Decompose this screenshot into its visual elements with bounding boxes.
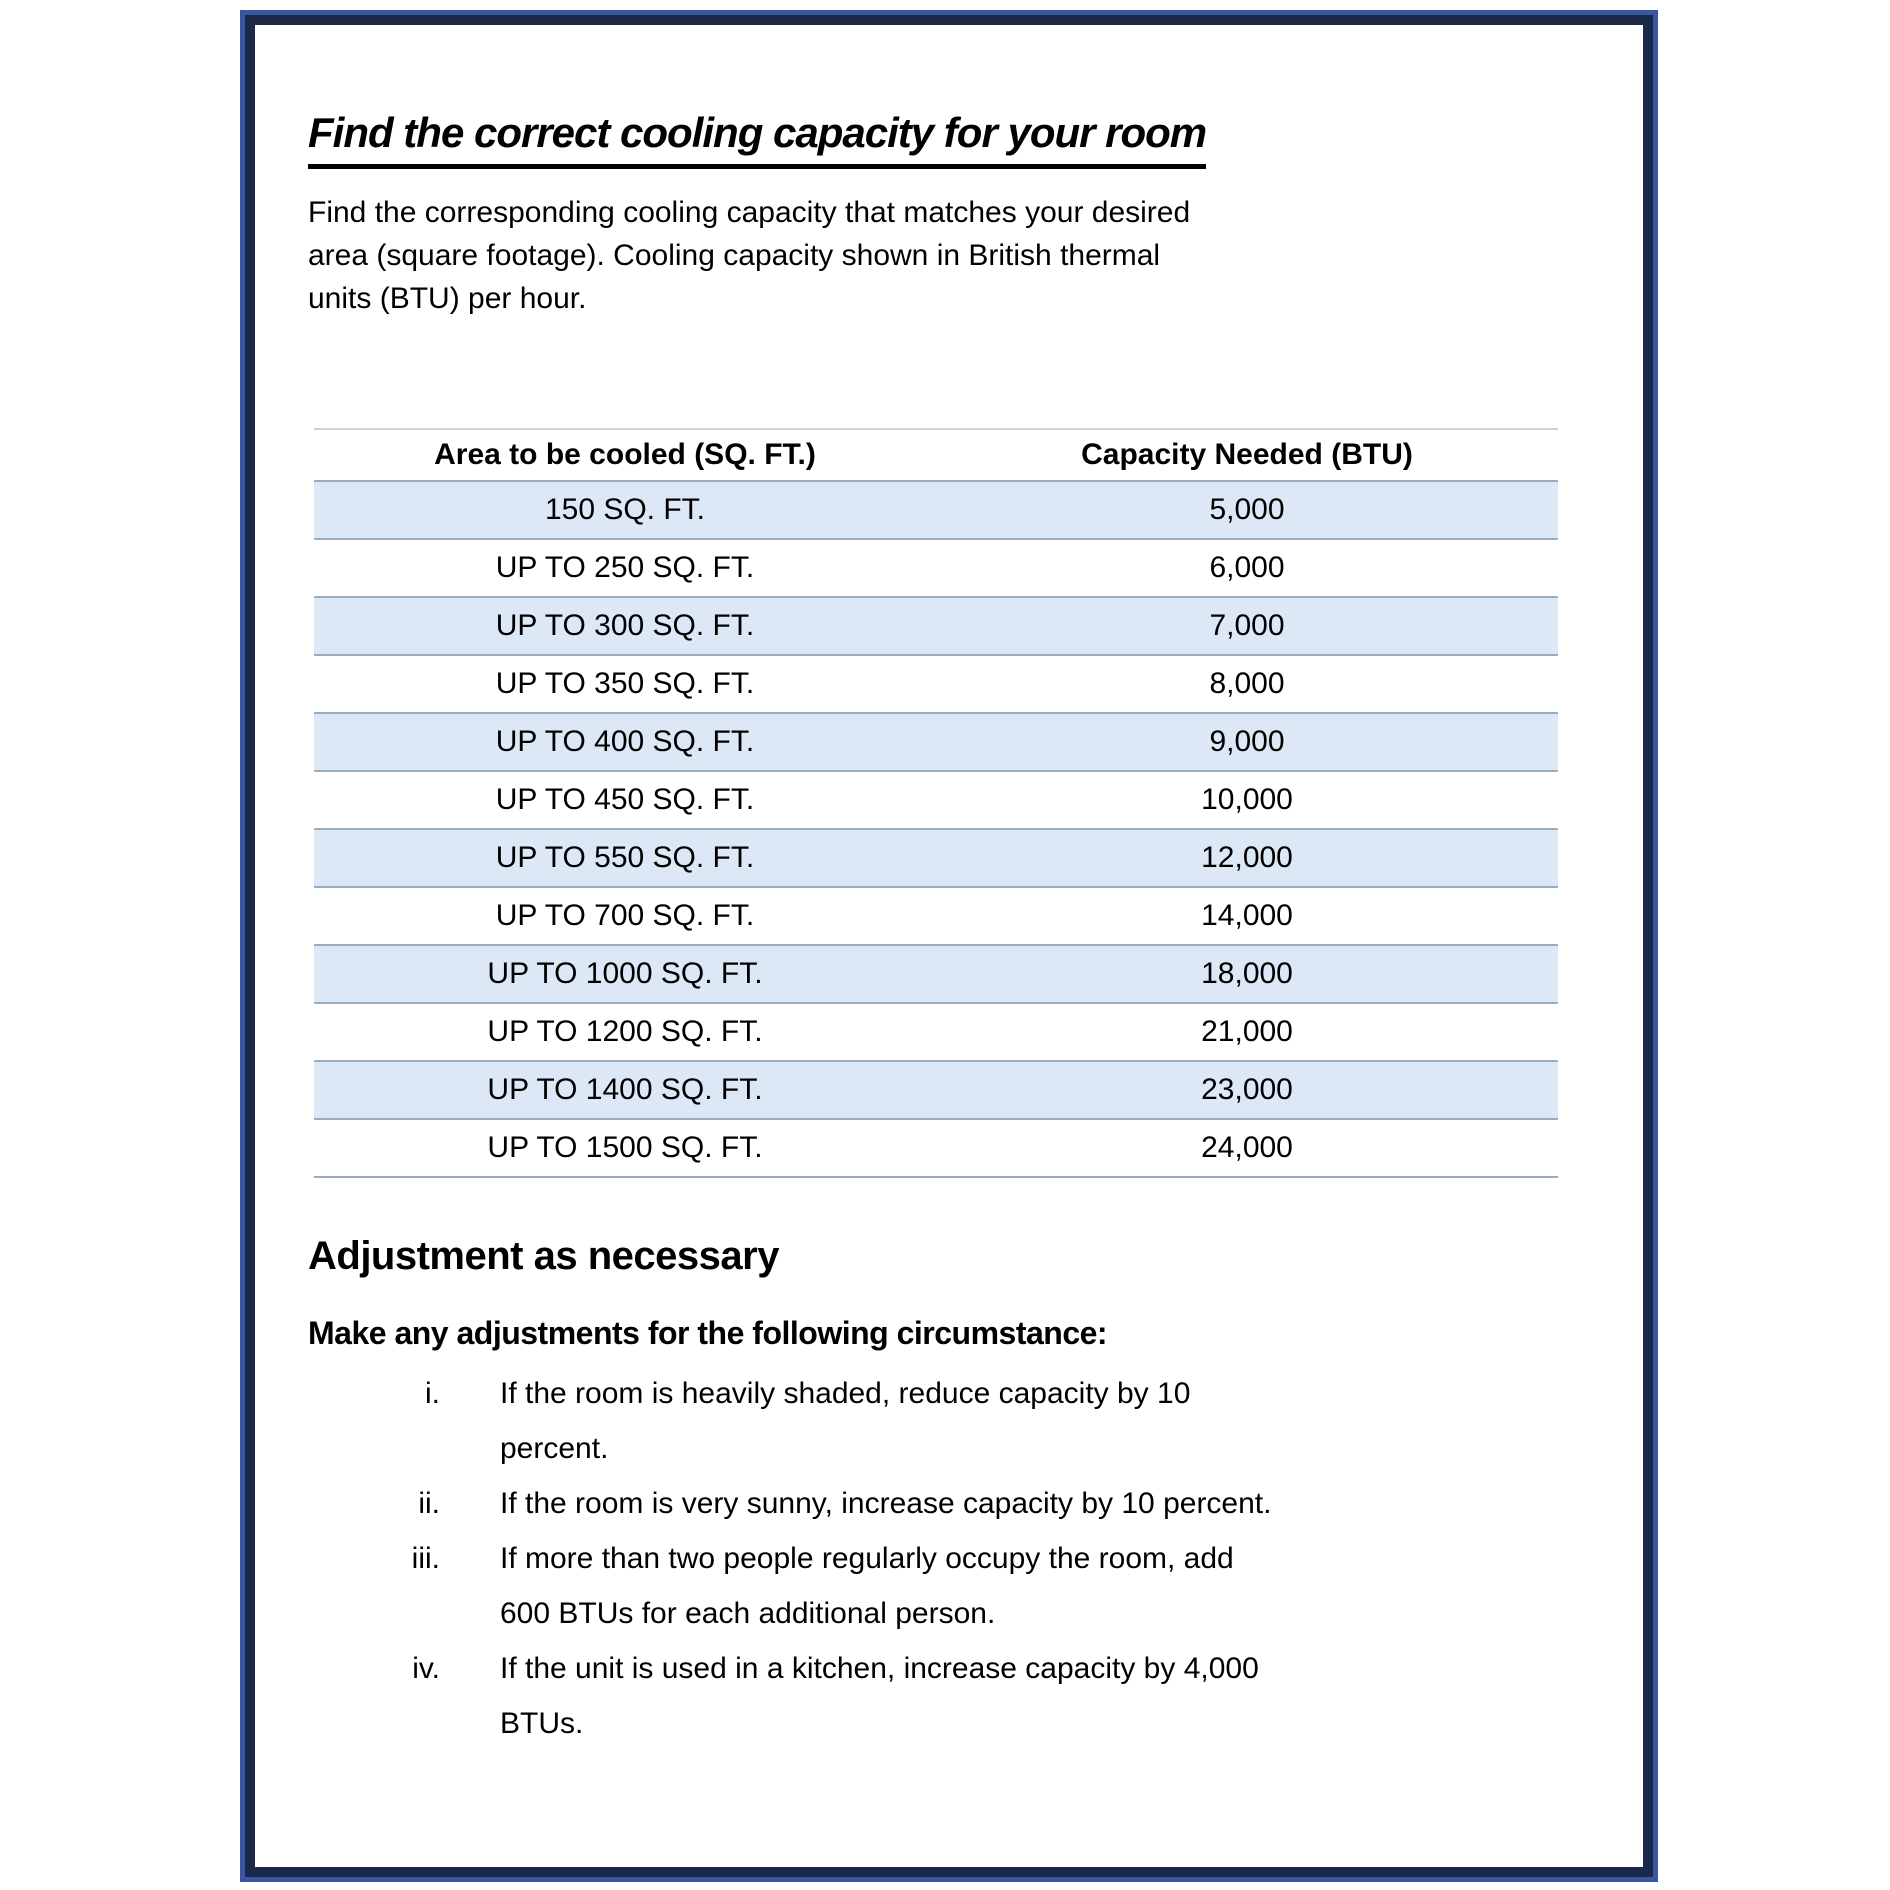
- capacity-column-header: Capacity Needed (BTU): [1081, 438, 1413, 471]
- list-numeral: i.: [425, 1377, 440, 1410]
- list-item: [300, 1531, 1593, 1641]
- area-column-header: Area to be cooled (SQ. FT.): [434, 438, 816, 471]
- table-row: [314, 598, 1558, 656]
- capacity-cell: 9,000: [1209, 725, 1285, 758]
- intro-line: area (square footage). Cooling capacity shown in British thermal: [308, 239, 1161, 272]
- list-line: percent.: [500, 1432, 609, 1465]
- list-item: [300, 1641, 1593, 1751]
- capacity-cell: 21,000: [1201, 1015, 1293, 1048]
- area-cell: UP TO 300 SQ. FT.: [495, 609, 755, 642]
- intro-paragraph: [308, 191, 1593, 320]
- list-line: 600 BTUs for each additional person.: [500, 1597, 996, 1630]
- area-cell: UP TO 550 SQ. FT.: [495, 841, 755, 874]
- capacity-cell: 14,000: [1201, 899, 1293, 932]
- table-row: [314, 946, 1558, 1004]
- area-cell: UP TO 700 SQ. FT.: [495, 899, 755, 932]
- list-item-text: [500, 1366, 1190, 1476]
- list-numeral: ii.: [418, 1487, 440, 1520]
- intro-line: units (BTU) per hour.: [308, 282, 587, 315]
- capacity-cell: 24,000: [1201, 1131, 1293, 1164]
- list-item: [300, 1476, 1593, 1531]
- capacity-cell: 5,000: [1209, 493, 1285, 526]
- area-cell: UP TO 350 SQ. FT.: [495, 667, 755, 700]
- page-title: Find the correct cooling capacity for your room: [308, 109, 1206, 169]
- capacity-cell: 12,000: [1201, 841, 1293, 874]
- list-item-text: [500, 1476, 1271, 1531]
- document-page: [255, 25, 1643, 1867]
- area-cell: UP TO 1200 SQ. FT.: [487, 1015, 763, 1048]
- page-frame-inner: [245, 15, 1653, 1877]
- capacity-cell: 6,000: [1209, 551, 1285, 584]
- list-line: BTUs.: [500, 1707, 584, 1740]
- table-row: [314, 888, 1558, 946]
- area-cell: UP TO 1000 SQ. FT.: [487, 957, 763, 990]
- table-row: [314, 540, 1558, 598]
- capacity-cell: 10,000: [1201, 783, 1293, 816]
- area-cell: UP TO 450 SQ. FT.: [495, 783, 755, 816]
- list-numeral: iv.: [412, 1652, 440, 1685]
- list-item-text: [500, 1531, 1234, 1641]
- area-cell: UP TO 250 SQ. FT.: [495, 551, 755, 584]
- list-numeral: iii.: [411, 1542, 440, 1575]
- capacity-cell: 7,000: [1209, 609, 1285, 642]
- table-row: [314, 1120, 1558, 1178]
- area-cell: 150 SQ. FT.: [544, 493, 706, 526]
- list-item-text: [500, 1641, 1259, 1751]
- area-cell: UP TO 400 SQ. FT.: [495, 725, 755, 758]
- adjustment-list: [300, 1366, 1593, 1751]
- list-line: If more than two people regularly occupy the room, add: [500, 1542, 1234, 1575]
- capacity-table: [314, 428, 1558, 1178]
- table-row: [314, 1062, 1558, 1120]
- adjustment-heading: Adjustment as necessary: [308, 1234, 779, 1278]
- table-row: [314, 1004, 1558, 1062]
- table-row: [314, 714, 1558, 772]
- list-line: If the unit is used in a kitchen, increase capacity by 4,000: [500, 1652, 1259, 1685]
- area-cell: UP TO 1500 SQ. FT.: [487, 1131, 763, 1164]
- table-row: [314, 482, 1558, 540]
- table-row: [314, 656, 1558, 714]
- intro-line: Find the corresponding cooling capacity that matches your desired: [308, 196, 1191, 229]
- area-cell: UP TO 1400 SQ. FT.: [487, 1073, 763, 1106]
- list-item: [300, 1366, 1593, 1476]
- capacity-cell: 18,000: [1201, 957, 1293, 990]
- table-body: [314, 482, 1558, 1178]
- capacity-cell: 8,000: [1209, 667, 1285, 700]
- capacity-cell: 23,000: [1201, 1073, 1293, 1106]
- table-row: [314, 830, 1558, 888]
- page-frame-outer: [240, 10, 1658, 1882]
- table-row: [314, 772, 1558, 830]
- list-line: If the room is heavily shaded, reduce capacity by 10: [500, 1377, 1191, 1410]
- adjustment-lead: Make any adjustments for the following circumstance:: [308, 1315, 1108, 1351]
- table-header-row: [314, 428, 1558, 482]
- list-line: If the room is very sunny, increase capacity by 10 percent.: [500, 1487, 1272, 1520]
- page-content: [255, 25, 1643, 1751]
